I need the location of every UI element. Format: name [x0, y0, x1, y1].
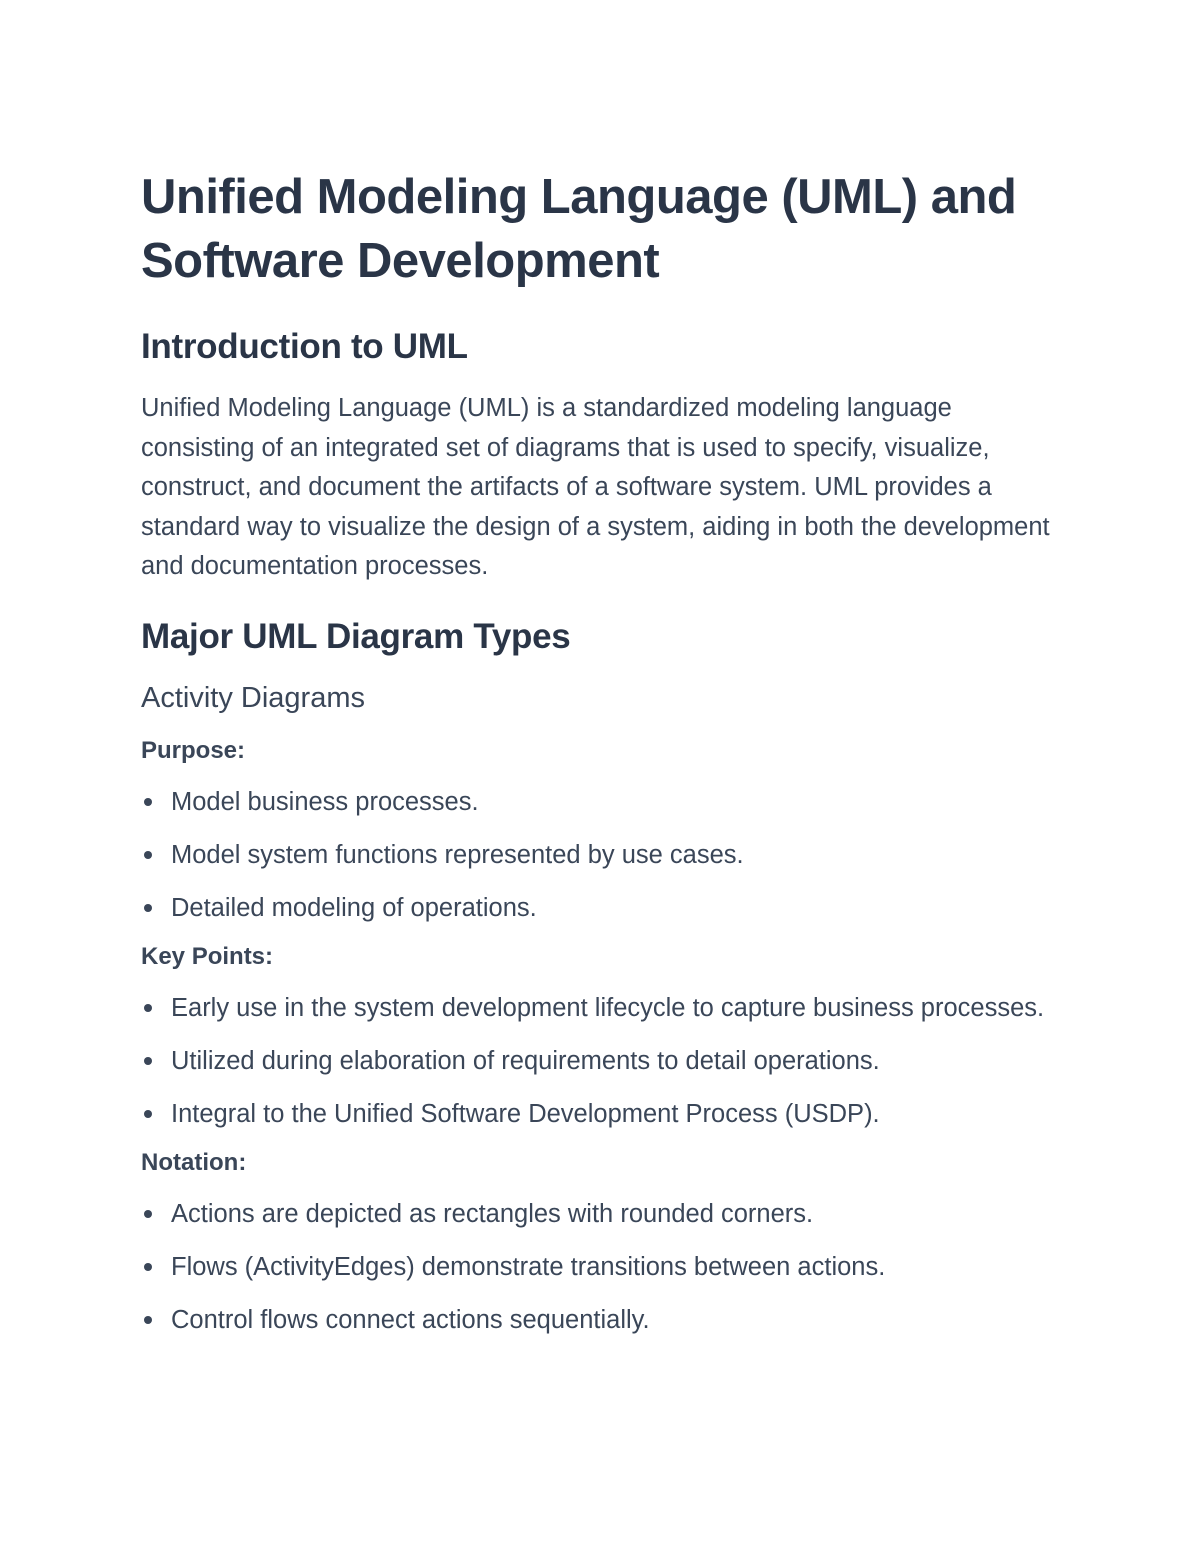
- key-points-label: Key Points:: [141, 942, 274, 970]
- list-item-text: Detailed modeling of operations.: [171, 893, 537, 922]
- bullet-icon: [144, 1004, 152, 1012]
- list-item-text: Utilized during elaboration of requirements to detail operations.: [171, 1046, 880, 1075]
- bullet-icon: [144, 851, 152, 859]
- notation-label: Notation:: [141, 1148, 247, 1176]
- list-item: [141, 1193, 1071, 1235]
- list-item-text: Model business processes.: [171, 787, 479, 816]
- bullet-icon: [144, 1316, 152, 1324]
- intro-paragraph: Unified Modeling Language (UML) is a standardized modeling language consisting of an integrated set of diagrams that is used to specify, visualize, construct, and document the artifacts of a software system. UML provides a standard way to visualize the design of a system, aiding in both the development and documentation processes.: [141, 394, 1050, 581]
- intro-heading: Introduction to UML: [141, 327, 468, 366]
- list-item: [141, 1093, 1071, 1135]
- bullet-icon: [144, 1210, 152, 1218]
- purpose-list: [141, 781, 1071, 929]
- list-item-text: Early use in the system development lifecycle to capture business processes.: [171, 993, 1045, 1022]
- list-item-text: Flows (ActivityEdges) demonstrate transitions between actions.: [171, 1252, 886, 1281]
- list-item: [141, 987, 1071, 1029]
- bullet-icon: [144, 1057, 152, 1065]
- list-item-text: Integral to the Unified Software Development Process (USDP).: [171, 1099, 880, 1128]
- notation-list: [141, 1193, 1071, 1341]
- bullet-icon: [144, 798, 152, 806]
- activity-diagrams-heading: Activity Diagrams: [141, 681, 365, 714]
- list-item: [141, 887, 1071, 929]
- list-item-text: Control flows connect actions sequentially.: [171, 1305, 650, 1334]
- document-title: Unified Modeling Language (UML) and Software Development: [141, 170, 1017, 288]
- list-item: [141, 834, 1071, 876]
- key-points-list: [141, 987, 1071, 1135]
- bullet-icon: [144, 1110, 152, 1118]
- list-item: [141, 781, 1071, 823]
- purpose-label: Purpose:: [141, 736, 246, 764]
- bullet-icon: [144, 904, 152, 912]
- list-item-text: Actions are depicted as rectangles with rounded corners.: [171, 1199, 814, 1228]
- list-item-text: Model system functions represented by use cases.: [171, 840, 744, 869]
- list-item: [141, 1040, 1071, 1082]
- list-item: [141, 1299, 1071, 1341]
- list-item: [141, 1246, 1071, 1288]
- document-page: [141, 165, 1071, 1353]
- bullet-icon: [144, 1263, 152, 1271]
- diagram-types-heading: Major UML Diagram Types: [141, 616, 571, 656]
